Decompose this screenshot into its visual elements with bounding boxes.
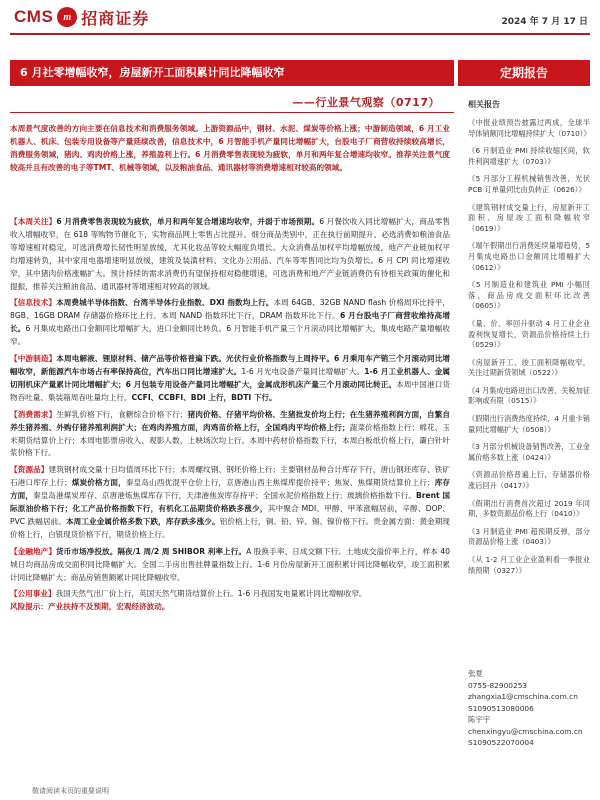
paragraph-consumption [10,409,450,461]
section-tag-manufacturing: 【中游制造】 [10,354,57,364]
analyst-license: S1090513080006 [468,703,534,713]
section-tag-finance: 【金融地产】 [10,546,57,556]
related-report-item[interactable]: 《假期出行消费热度持续，4 月重卡销量同比增幅扩大（0508）》 [468,414,590,434]
report-body [10,216,450,614]
mfg-highlight-2: 1-6 月工业机器人、金属切削机床产量累计同比增幅扩大；6 月包装专用设备产量同比增幅扩大，金属成形机床产量三个月滚动同比转正。 [10,366,450,389]
report-title: 6 月社零增幅收窄，房屋新开工面积累计同比降幅收窄 [10,60,454,86]
related-report-item[interactable]: 《5 月部分工程机械销售改善，光伏 PCB 订单量同比由负转正（0626）》 [468,174,590,194]
mfg-highlight-1: 本周电解液、锂原材料、储产品等价格普遍下跌。光伏行业价格指数与上周持平。6 月乘用车产销三个月滚动同比增幅收窄，新能源汽车市场占有率保持高位，汽车出口同比增速扩大。 [10,354,451,376]
resources-text-3: 秦皇岛港煤炭库存、京唐港炼焦煤库存下行，天津港焦炭库存持平；全国水泥价格指数上行；玻璃价格指数下行。 [32,491,416,501]
analyst-name: 张夏 [468,669,483,678]
resources-highlight-1: 煤炭价格方面， [71,478,126,488]
related-report-item[interactable]: 《4 月集成电路进出口改善，关税加征影响或有限（0515）》 [468,385,590,406]
finance-highlight-1: 货币市场净投放。隔夜/1 周/2 周 SHIBOR 利率上行。 [56,546,247,556]
footer-disclaimer: 敬请阅读末页的重要说明 [32,787,109,795]
resources-highlight-2: 库存方面， [10,478,451,501]
analyst-phone: 0755-82900253 [468,680,528,690]
analyst-license: S1090522070004 [468,738,534,747]
related-reports-heading: 相关报告 [468,100,500,109]
related-reports-list [468,118,590,583]
resources-text-1: 建筑钢材成交量十日均值周环比下行；本周螺纹钢、钢坯价格上行；主要钢材品种合计库存下行，唐山钢坯库存、铁矿石港口库存上行； [10,465,450,488]
analyst-contacts [468,668,592,749]
paragraph-it [10,297,450,349]
related-report-item[interactable]: 《3 月部分机械设备销售改善，工业金属价格多数上涨（0424）》 [468,442,590,462]
related-report-item[interactable]: 《资源品价格普遍上行，存储器价格涨后回升（0417）》 [468,470,590,491]
it-highlight-1: 本周费城半导体指数、台湾半导体行业指数、DXI 指数均上行。 [56,298,274,308]
finance-text-1: A 股换手率、日成交额下行。土地成交溢价率上行，样本 40 城日均商品房成交面积同比降幅扩大。全国二手房出售挂牌量指数上行。1-6 月份房屋新开工面积累计同比降幅收窄，竣工面积累计同比降幅扩大；商品房销售额累计同比降幅收窄。 [10,546,451,582]
cms-logo [14,4,149,30]
section-tag-consumption: 【消费需求】 [10,409,57,419]
section-tag-resources: 【资源品】 [10,465,49,475]
section-tag-utilities: 【公用事业】 [10,589,56,599]
related-report-item[interactable]: 《3 月制造业 PMI 超预期反弹，部分资源品价格上涨（0403）》 [468,526,590,547]
related-report-item[interactable]: 《端午假期出行消费延续量增趋势，5 月集成电路出口金额同比增幅扩大（0612）》 [468,241,590,272]
resources-highlight-4: 本周工业金属价格多数下跌，库存跌多涨少。 [66,516,220,526]
it-text-2: 6 月集成电路出口金额同比增幅扩大，进口金额同比转负。6 月智能手机产量三个月滚动同比增幅扩大，集成电路产量增幅收窄。 [10,324,451,347]
section-tag-it: 【信息技术】 [10,298,57,308]
mfg-highlight-3: CCFI、CCBFI、BDI 上行，BDTI 下行。 [131,392,277,402]
related-report-item[interactable]: 《6 月制造业 PMI 持续收缩区间，软件利润增速扩大（0703）》 [468,146,590,166]
mfg-text-2: 本周中国港口货物吞吐量、集装箱周吞吐量均上行。 [10,379,451,402]
logo-text-cn: 招商证券 [81,8,150,28]
report-date: 2024 年 7 月 17 日 [501,17,588,27]
it-text-1: 本周 64GB、32GB NAND flash 价格周环比持平，8GB、16GB DRAM 存储器价格环比上行。本周 NAND 指数环比下行，DRAM 指数环比下行。 [10,298,451,321]
subtitle-divider [10,112,454,113]
resources-text-2: 秦皇岛山西优混平仓价上行，京唐港山西主焦煤库提价持平；焦炭、焦煤期货结算价上行； [125,478,435,488]
consumption-text-1: 生鲜乳价格下行，食糖综合价格下行； [56,409,188,419]
analyst-email[interactable]: chenxingyu@cmschina.com.cn [468,726,583,736]
logo-badge-icon: m [57,7,77,27]
paragraph-manufacturing [10,353,450,405]
paragraph-utilities [10,588,450,601]
resources-text-4: 其中聚合 MDI、甲醇、甲苯涨幅居前，辛醇、DOP、PVC 跌幅居前。 [10,504,450,526]
paragraph-finance [10,546,450,585]
focus-highlight: 6 月消费零售表现较为疲软，单月和两年复合增速均收窄，并弱于市场预期。 [56,217,320,226]
related-report-item[interactable]: 《假期出行消费首次超过 2019 年同期，多数资源品价格上行（0410）》 [468,498,590,519]
resources-highlight-3: Brent 国际原油价格下行；化工产品价格指数下行，有机化工品期货价格跌多涨少， [10,491,450,514]
paragraph-resources [10,464,450,541]
utilities-text-1: 我国天然气出厂价上行，英国天然气期货结算价上行。1-6 月我国发电量累计同比增幅收窄。 [55,589,367,599]
header-divider [10,33,590,35]
related-report-item[interactable]: 《建筑钢材成交量上行，房屋新开工面积、房屋竣工面积降幅收窄（0619）》 [468,202,590,233]
section-tag-focus: 【本周关注】 [10,217,57,226]
related-report-item[interactable]: 《中报业绩预告披露过两成，全球半导体销额同比增幅持续扩大（0710）》 [468,118,591,138]
report-subtitle: ——行业景气观察（0717） [292,96,440,109]
risk-warning: 风险提示：产业扶持不及预期，宏观经济波动。 [10,602,170,612]
focus-text: 6 月餐饮收入同比增幅扩大，商品零售收入增幅收窄，在 618 等购物节催化下，实物商品网上零售占比提升。细分商品类别中，正在执行前期提升、必选消费如粮油食品等增速相对稳定，可选消费增长韧性明显放缓，尤其化妆品等较大幅度负增长。大众消费品加权平均增幅放缓，地产产业链加权平均增速转负，其中家用电器增速明显放缓，建筑及装潢材料、文化办公用品、汽车等零售同比均为负增长。6 月 CPI 同比增速收窄，其中猪肉价格涨幅扩大。预计持续的需求消费仍有望保持相对稳健增速，可选消费和地产产业链消费仍有待相关政策的催化和提振，推荐关注粮油食品、通讯器材等增速相对较高的领域。 [10,217,451,291]
related-report-item[interactable]: 《从 1-2 月工业企业盈利看一季报业绩预期（0327）》 [468,555,590,575]
consumption-highlight-1: 猪肉价格、仔猪平均价格、生猪批发价均上行；在生猪养殖利润方面，自繁自养生猪养殖、外购仔猪养殖利润扩大；在鸡肉养殖方面，肉鸡苗价格上行，全国鸡肉平均价格上行； [10,409,451,432]
mfg-text-1: 1-6 月光电设备产量同比增幅扩大。 [241,366,365,376]
it-highlight-2: 6 月台股电子厂商营收维持高增长。 [10,311,450,334]
consumption-text-2: 蔬菜价格指数上行；棉花、玉米期货结算价上行；本周电影票房收入、观影人数，上映场次均上行。本周中药材价格指数下行，本周白板纸价格上行，灞白针叶浆价格下行。 [10,422,451,458]
analyst-name: 陈宇宇 [468,715,491,724]
related-report-item[interactable]: 《5 月制造业和建筑业 PMI 小幅回落，商品房成交面积环比改善（0605）》 [468,280,590,311]
resources-text-5: 铝价格上行，铜、铅、锌、锡、镍价格下行。贵金属方面：黄金期现价格上行，白银现货价格下行，期货价格上行。 [10,516,451,539]
paragraph-focus [10,216,450,293]
analyst-email[interactable]: zhangxia1@cmschina.com.cn [468,692,578,701]
related-report-item[interactable]: 《房屋新开工、竣工面积降幅收窄，关注过期新货领域（0522）》 [468,357,590,378]
report-type-badge: 定期报告 [458,60,590,86]
logo-text-cms: CMS [14,7,54,26]
summary-paragraph: 本周景气度改善的方向主要在信息技术和消费服务领域。上游资源品中，钢材、水泥、煤炭等价格上涨；中游制造领域，6 月工业机器人、机床、包装专用设备等产量延续改善，信息技术中，6 月智能手机产量同比增幅扩大，台股电子厂商营收持续较高增长，消费服务领域，猪肉、鸡肉价格上涨，养殖盈利上行。6 月消费零售表现较为疲软，单月和两年复合增速均收窄。推荐关注景气度较高并且有改善的电子等TMT、机械等领域，以及粮油食品、通讯器材等消费增速相对较高的领域。 [10,124,450,172]
related-report-item[interactable]: 《量、价、率回升驱动 4 月工业企业盈利恢复增长，资源品价格持续上行（0529）》 [468,318,590,350]
